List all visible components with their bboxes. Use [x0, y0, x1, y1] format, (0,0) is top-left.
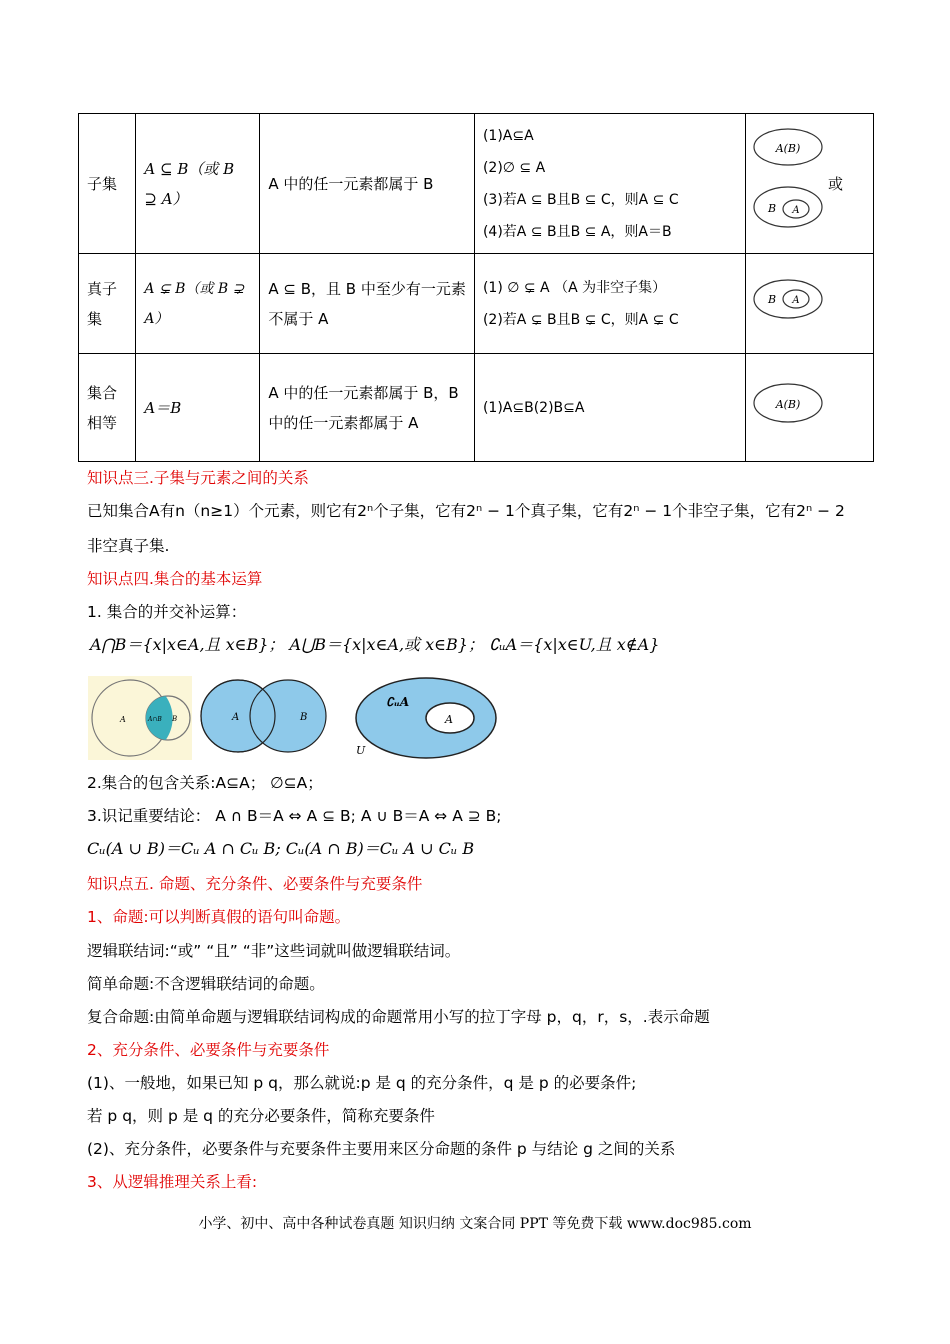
venn-label: A — [792, 294, 800, 306]
inclusion-relation: 2.集合的包含关系:A⊆A； ∅⊆A； — [87, 774, 323, 792]
page-footer: 小学、初中、高中各种试卷真题 知识归纳 文案合同 PPT 等免费下载 www.doc985.com — [198, 1216, 752, 1232]
union-b — [250, 680, 326, 752]
venn-label: B — [172, 715, 178, 723]
row-name: 集合相等 — [79, 354, 136, 462]
row-properties — [474, 354, 745, 462]
venn-label: A∩B — [148, 716, 162, 723]
venn-proper-subset — [752, 277, 824, 321]
operation-diagrams — [88, 676, 508, 760]
paragraph: 逻辑联结词:“或” “且” “非”这些词就叫做逻辑联结词。 — [87, 942, 461, 960]
row-name: 真子集 — [79, 254, 136, 354]
subheading: 1、命题:可以判断真假的语句叫命题。 — [87, 908, 351, 926]
venn-label: B — [300, 712, 308, 723]
row-notation: A＝B — [136, 354, 260, 462]
row-definition: A 中的任一元素都属于 B — [260, 114, 475, 254]
section4-heading: 知识点四.集合的基本运算 — [87, 570, 263, 588]
subheading: 3、从逻辑推理关系上看: — [87, 1173, 258, 1191]
row-notation: A ⊊ B（或 B ⊋ A） — [136, 254, 260, 354]
property: (3)若A ⊆ B且B ⊆ C，则A ⊆ C — [482, 191, 679, 208]
subheading: 2、充分条件、必要条件与充要条件 — [87, 1041, 330, 1059]
row-notation: A ⊆ B（或 B ⊇ A） — [136, 114, 260, 254]
or-label: 或 — [827, 174, 843, 193]
section3-text: 已知集合A有n（n≥1）个元素，则它有2ⁿ个子集，它有2ⁿ − 1个真子集，它有2ⁿ − 1个非空子集，它有2ⁿ − 2 — [87, 502, 845, 520]
table-row — [79, 254, 874, 354]
venn-equal — [752, 381, 824, 425]
key-conclusion: 3.识记重要结论： A ∩ B＝A ⇔ A ⊆ B; A ∪ B＝A ⇔ A ⊇ B; — [87, 807, 502, 825]
paragraph: (1)、一般地，如果已知 p q，那么就说:p 是 q 的充分条件，q 是 p 的必要条件; — [87, 1074, 637, 1092]
venn-label: A(B) — [775, 397, 801, 411]
operations-formula: A⋂B＝{x|x∈A,且 x∈B}； A⋃B＝{x|x∈A,或 x∈B}； ∁ᵤA＝{x|x∈U,且 x∉A} — [90, 635, 660, 654]
venn-subset-diagrams — [752, 125, 824, 233]
property: (2)∅ ⊆ A — [482, 159, 546, 176]
venn-label: A — [445, 713, 453, 726]
section5-heading: 知识点五. 命题、充分条件、必要条件与充要条件 — [87, 875, 423, 893]
row-properties — [474, 114, 745, 254]
property: (1) ∅ ⊊ A （A 为非空子集） — [482, 279, 667, 296]
venn-label: B — [767, 201, 777, 215]
row-venn — [745, 114, 873, 254]
venn-label: A — [792, 204, 800, 216]
venn-label: A — [232, 712, 240, 723]
property: (1)A⊆B(2)B⊆A — [482, 399, 585, 416]
row-properties — [474, 254, 745, 354]
venn-label: B — [767, 292, 777, 306]
table-row — [79, 114, 874, 254]
key-conclusion-formula: Cᵤ(A ∪ B)＝Cᵤ A ∩ Cᵤ B; Cᵤ(A ∩ B)＝Cᵤ A ∪ Cᵤ B — [87, 839, 475, 858]
venn-label: U — [356, 744, 366, 757]
venn-label: ∁ᵤA — [386, 695, 410, 709]
paragraph: 复合命题:由简单命题与逻辑联结词构成的命题常用小写的拉丁字母 p，q，r，s，.表示命题 — [87, 1008, 710, 1026]
row-name: 子集 — [79, 114, 136, 254]
venn-operation-figures — [88, 676, 508, 764]
property: (2)若A ⊊ B且B ⊊ C，则A ⊊ C — [482, 311, 679, 328]
property: (4)若A ⊆ B且B ⊆ A，则A＝B — [482, 223, 672, 240]
section3-heading: 知识点三.子集与元素之间的关系 — [87, 469, 309, 487]
set-relations-table — [78, 113, 874, 462]
operations-title: 1. 集合的并交补运算： — [87, 603, 247, 621]
table-row — [79, 354, 874, 462]
paragraph: 简单命题:不含逻辑联结词的命题。 — [87, 975, 325, 993]
property: (1)A⊆A — [482, 127, 534, 144]
paragraph: (2)、充分条件，必要条件与充要条件主要用来区分命题的条件 p 与结论 g 之间的关系 — [87, 1140, 676, 1158]
section3-text: 非空真子集. — [87, 537, 170, 555]
paragraph: 若 p q，则 p 是 q 的充分必要条件，简称充要条件 — [87, 1107, 435, 1125]
row-definition: A ⊆ B，且 B 中至少有一元素不属于 A — [260, 254, 475, 354]
row-venn — [745, 254, 873, 354]
venn-label: A(B) — [775, 141, 801, 155]
row-definition: A 中的任一元素都属于 B，B 中的任一元素都属于 A — [260, 354, 475, 462]
row-venn — [745, 354, 873, 462]
venn-label: A — [120, 715, 126, 724]
